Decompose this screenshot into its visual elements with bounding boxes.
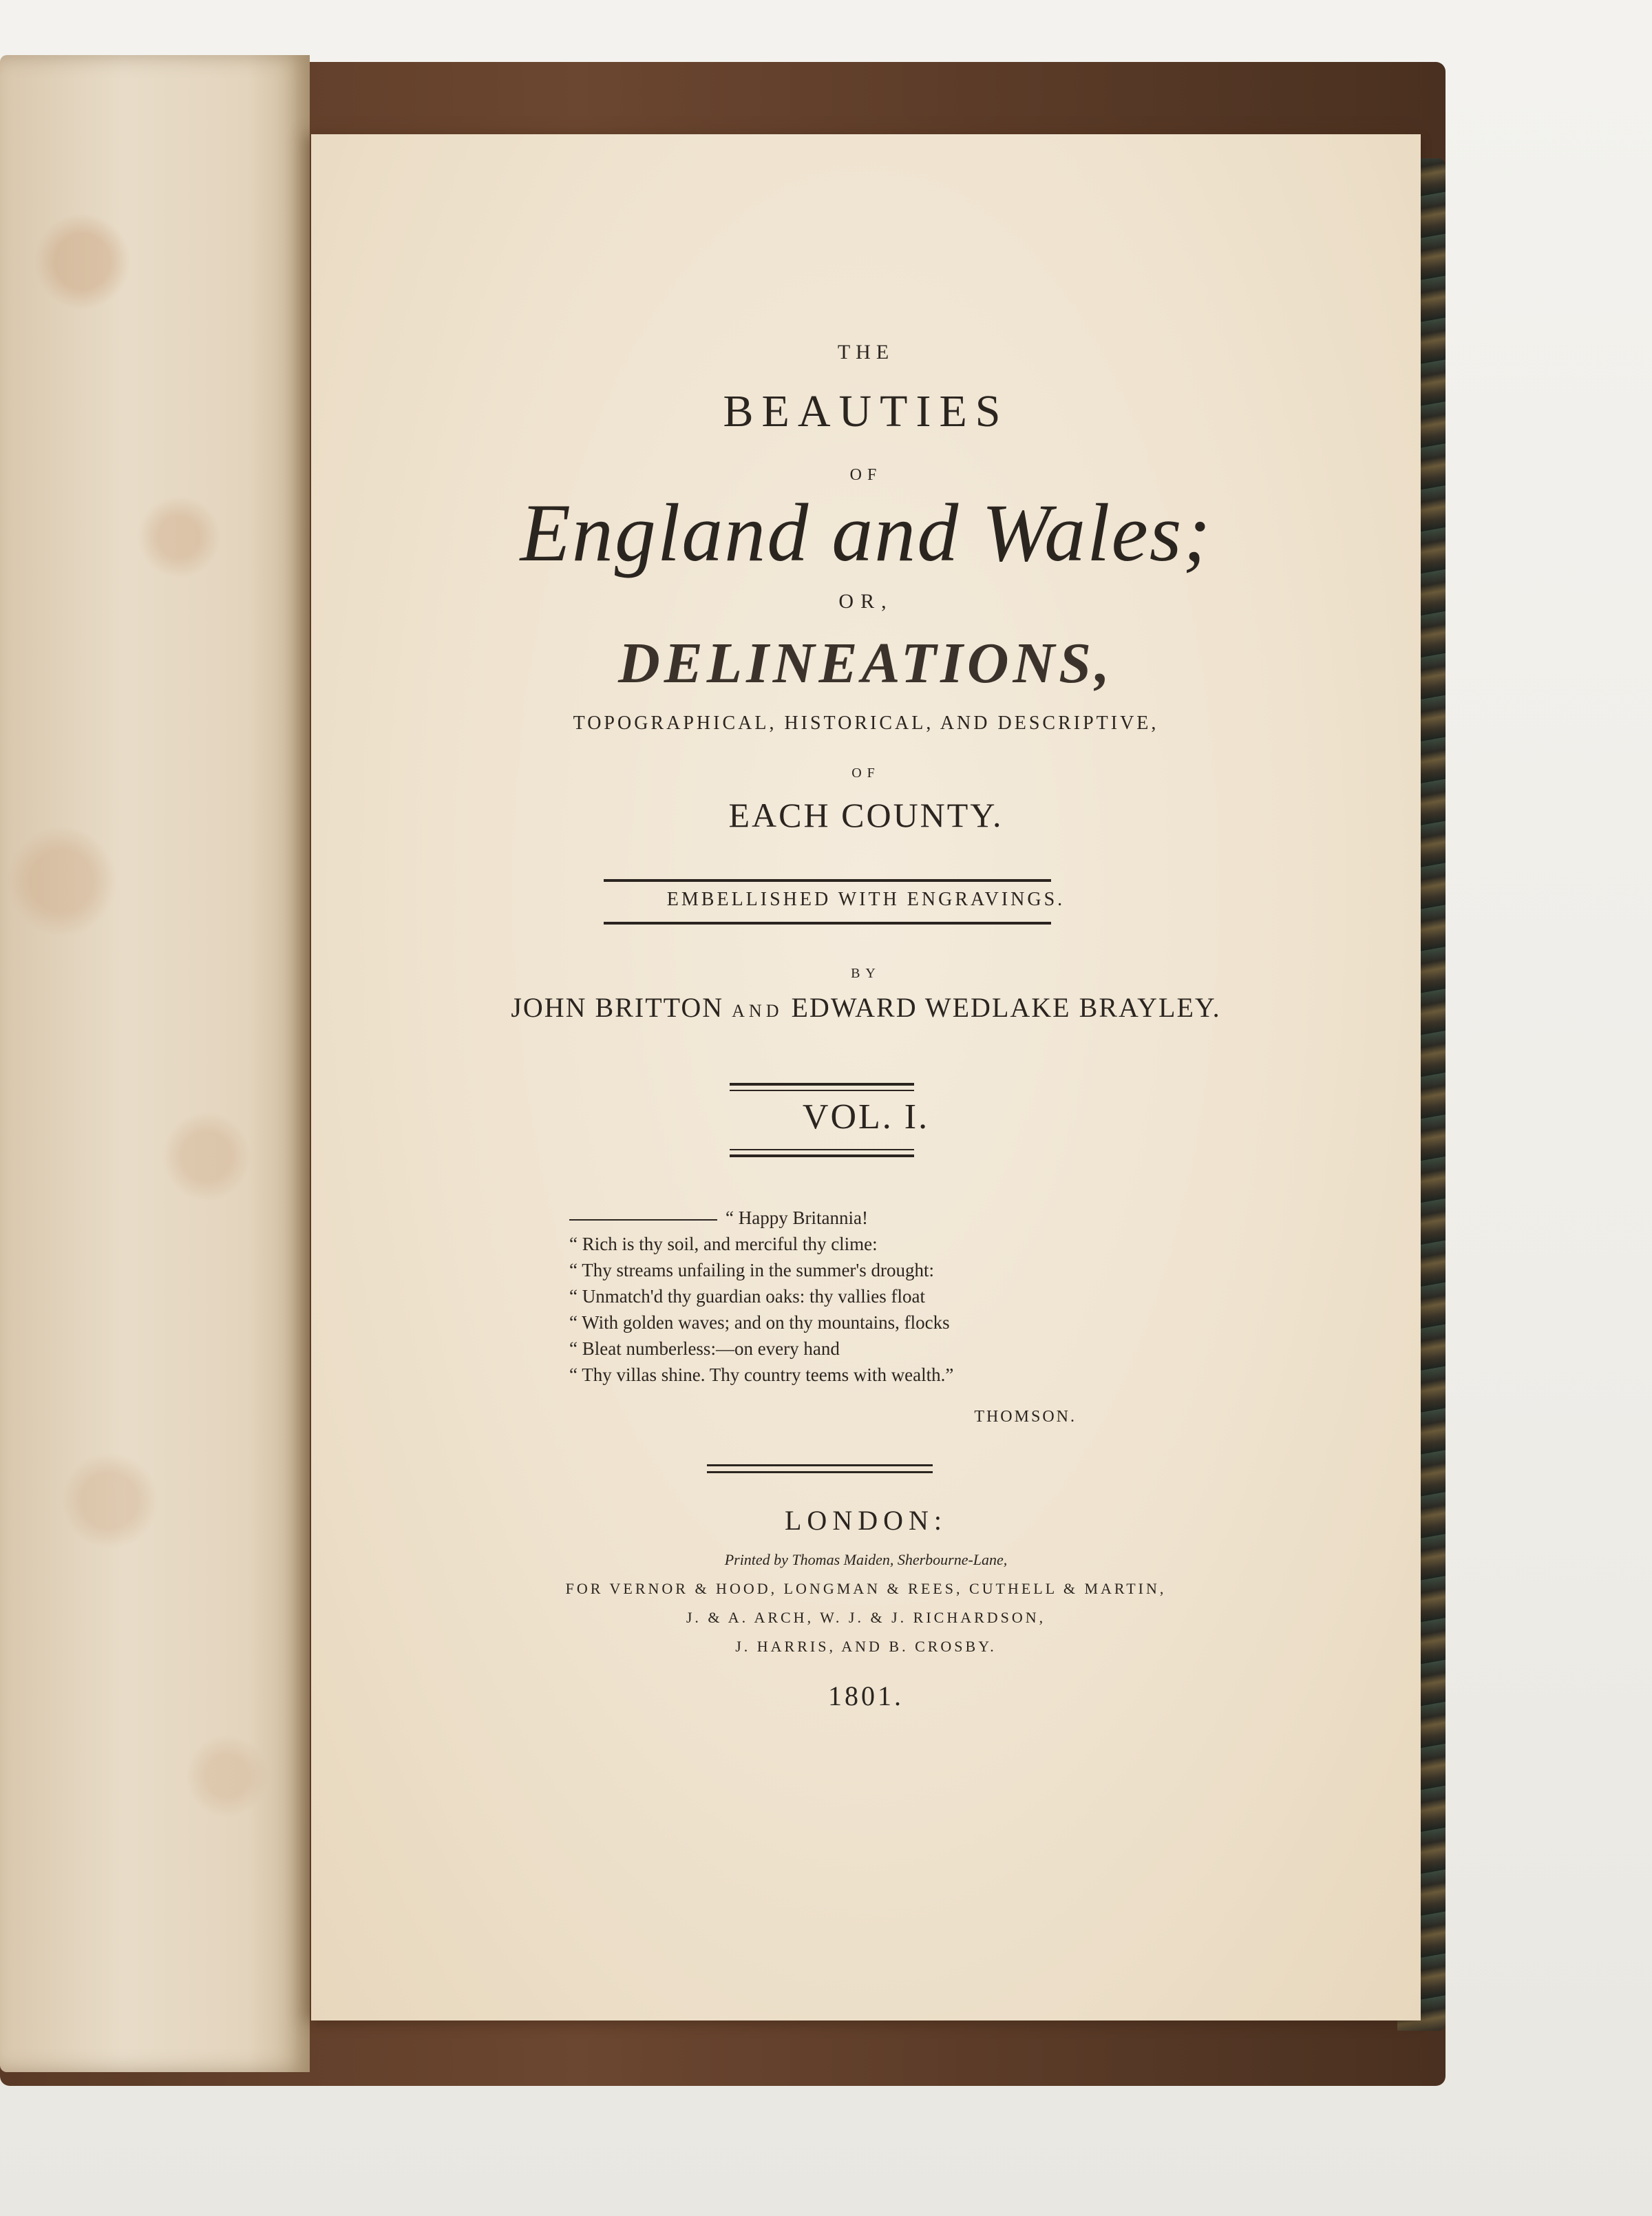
volume-rule-top-1 [730, 1083, 914, 1086]
imprint-city: LONDON: [785, 1505, 947, 1536]
imprint-publishers-3: J. HARRIS, AND B. CROSBY. [735, 1638, 997, 1655]
poem-line: “ Thy streams unfailing in the summer's drought: [569, 1260, 935, 1280]
author-2: EDWARD WEDLAKE BRAYLEY. [791, 992, 1221, 1023]
title-the: THE [837, 341, 895, 363]
imprint-year: 1801. [828, 1680, 904, 1711]
poem-line: “ Thy villas shine. Thy country teems with wealth.” [569, 1364, 954, 1385]
author-1: JOHN BRITTON [511, 992, 724, 1023]
poem-line: “ With golden waves; and on thy mountains, flocks [569, 1312, 950, 1333]
embellished-text: EMBELLISHED WITH ENGRAVINGS. [666, 889, 1066, 910]
imprint-printer: Printed by Thomas Maiden, Sherbourne-Lane, [724, 1551, 1008, 1568]
epigraph-poem [569, 1205, 1120, 1388]
volume-number: VOL. I. [802, 1097, 930, 1137]
volume-rule-bottom-1 [730, 1149, 914, 1150]
imprint-publishers-2: J. & A. ARCH, W. J. & J. RICHARDSON, [686, 1609, 1046, 1626]
main-title: England and Wales; [520, 487, 1212, 578]
poem-attribution: THOMSON. [974, 1408, 1077, 1426]
poem-line: “ Rich is thy soil, and merciful thy clime: [569, 1234, 878, 1254]
volume-rule-top-2 [730, 1090, 914, 1091]
title-beauties: BEAUTIES [723, 386, 1009, 436]
subtitle: TOPOGRAPHICAL, HISTORICAL, AND DESCRIPTIVE, [573, 713, 1159, 734]
title-page [311, 134, 1421, 2020]
by-text: BY [851, 966, 881, 981]
title-or: OR, [838, 590, 893, 613]
poem-dash [569, 1219, 717, 1221]
poem-line: “ Unmatch'd thy guardian oaks: thy vallies float [569, 1286, 925, 1307]
title-of: OF [849, 466, 882, 484]
poem-line: “ Bleat numberless:—on every hand [569, 1338, 840, 1359]
imprint-rule-2 [707, 1471, 933, 1473]
title-each-county: EACH COUNTY. [728, 796, 1004, 834]
imprint-publishers-1: FOR VERNOR & HOOD, LONGMAN & REES, CUTHELL & MARTIN, [565, 1580, 1167, 1597]
and-text: AND [732, 1001, 783, 1021]
poem-line: “ Happy Britannia! [569, 1205, 1120, 1231]
foxed-left-page [0, 55, 310, 2072]
authors [311, 991, 1421, 1024]
volume-rule-bottom-2 [730, 1154, 914, 1157]
title-delineations: DELINEATIONS, [618, 631, 1114, 695]
imprint-rule-1 [707, 1464, 933, 1466]
subtitle-of: OF [851, 766, 880, 781]
